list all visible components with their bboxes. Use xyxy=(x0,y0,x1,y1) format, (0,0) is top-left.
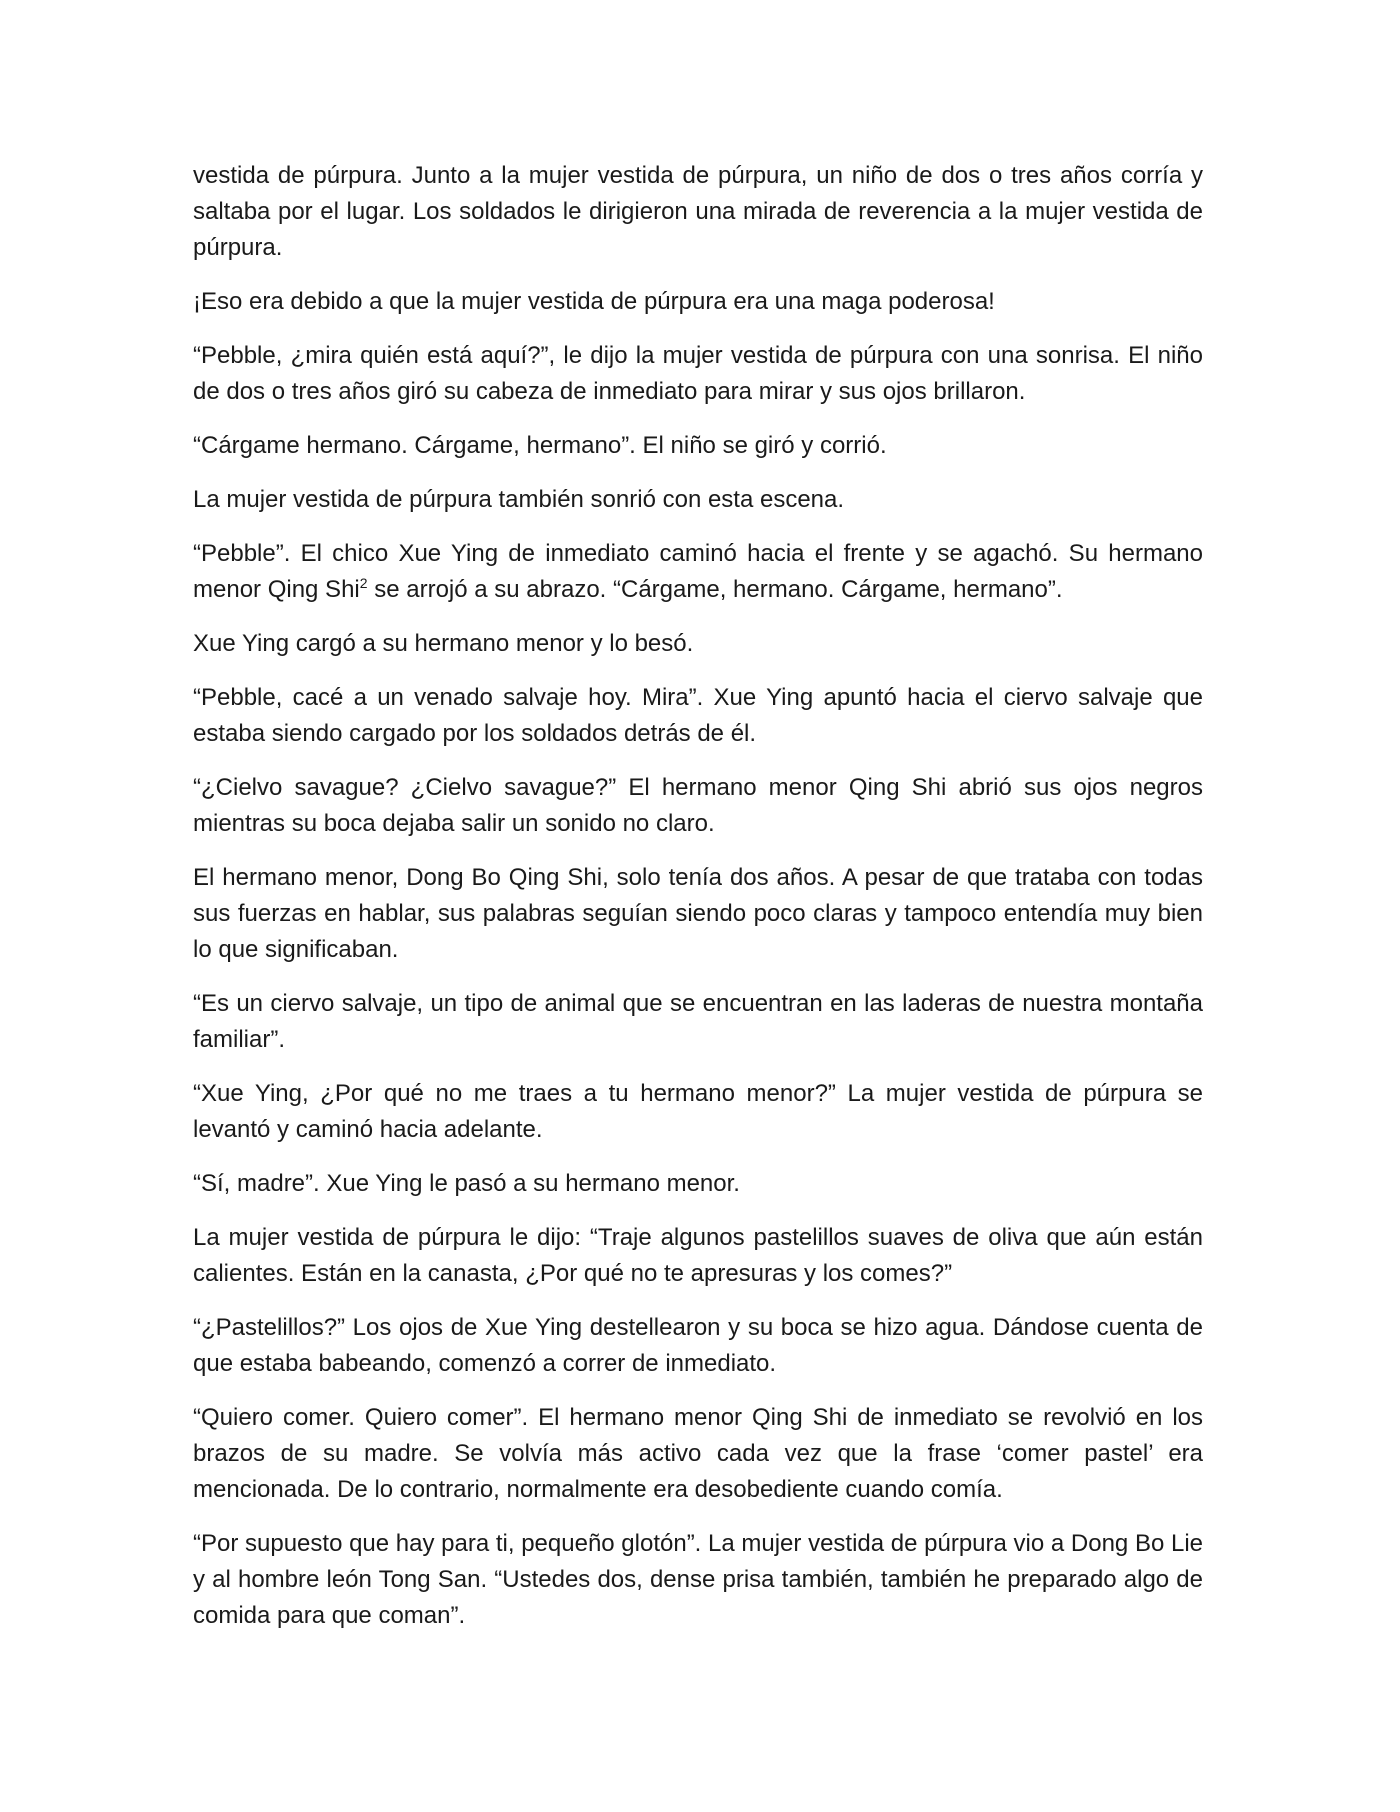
paragraph-10: El hermano menor, Dong Bo Qing Shi, solo tenía dos años. A pesar de que trataba con todas sus fuerzas en hablar, sus palabras seguían siendo poco claras y tampoco entendía muy bien lo que significaban. xyxy=(193,864,1203,963)
paragraph-13: “Sí, madre”. Xue Ying le pasó a su hermano menor. xyxy=(193,1170,740,1197)
paragraph-1: vestida de púrpura. Junto a la mujer vestida de púrpura, un niño de dos o tres años corría y saltaba por el lugar. Los soldados le dirigieron una mirada de reverencia a la mujer vestida de púrpura. xyxy=(193,162,1203,261)
paragraph-11: “Es un ciervo salvaje, un tipo de animal que se encuentran en las laderas de nuestra montaña familiar”. xyxy=(193,990,1203,1053)
paragraph-16: “Quiero comer. Quiero comer”. El hermano menor Qing Shi de inmediato se revolvió en los brazos de su madre. Se volvía más activo cada vez que la frase ‘comer pastel’ era mencionada. De lo contrario, normalmente era desobediente cuando comía. xyxy=(193,1404,1203,1503)
paragraph-14: La mujer vestida de púrpura le dijo: “Traje algunos pastelillos suaves de oliva que aún están calientes. Están en la canasta, ¿Por qué no te apresuras y los comes?” xyxy=(193,1224,1203,1287)
paragraph-6-text-after: se arrojó a su abrazo. “Cárgame, hermano. Cárgame, hermano”. xyxy=(367,576,1063,603)
paragraph-6 xyxy=(193,536,1203,608)
document-page xyxy=(193,158,1203,1652)
paragraph-7: Xue Ying cargó a su hermano menor y lo besó. xyxy=(193,630,694,657)
paragraph-2: ¡Eso era debido a que la mujer vestida de púrpura era una maga poderosa! xyxy=(193,288,995,315)
paragraph-4: “Cárgame hermano. Cárgame, hermano”. El niño se giró y corrió. xyxy=(193,432,887,459)
paragraph-15: “¿Pastelillos?” Los ojos de Xue Ying destellearon y su boca se hizo agua. Dándose cuenta de que estaba babeando, comenzó a correr de inmediato. xyxy=(193,1314,1203,1377)
paragraph-5: La mujer vestida de púrpura también sonrió con esta escena. xyxy=(193,486,845,513)
paragraph-12: “Xue Ying, ¿Por qué no me traes a tu hermano menor?” La mujer vestida de púrpura se levantó y caminó hacia adelante. xyxy=(193,1080,1203,1143)
paragraph-3: “Pebble, ¿mira quién está aquí?”, le dijo la mujer vestida de púrpura con una sonrisa. El niño de dos o tres años giró su cabeza de inmediato para mirar y sus ojos brillaron. xyxy=(193,342,1203,405)
paragraph-9: “¿Cielvo savague? ¿Cielvo savague?” El hermano menor Qing Shi abrió sus ojos negros mientras su boca dejaba salir un sonido no claro. xyxy=(193,774,1203,837)
paragraph-6-text-before: “Pebble”. El chico Xue Ying de inmediato caminó hacia el frente y se agachó. Su hermano menor Qing Shi xyxy=(193,540,1203,603)
paragraph-8: “Pebble, cacé a un venado salvaje hoy. Mira”. Xue Ying apuntó hacia el ciervo salvaje que estaba siendo cargado por los soldados detrás de él. xyxy=(193,684,1203,747)
paragraph-17: “Por supuesto que hay para ti, pequeño glotón”. La mujer vestida de púrpura vio a Dong Bo Lie y al hombre león Tong San. “Ustedes dos, dense prisa también, también he preparado algo de comida para que coman”. xyxy=(193,1530,1203,1629)
footnote-marker: 2 xyxy=(359,575,368,591)
